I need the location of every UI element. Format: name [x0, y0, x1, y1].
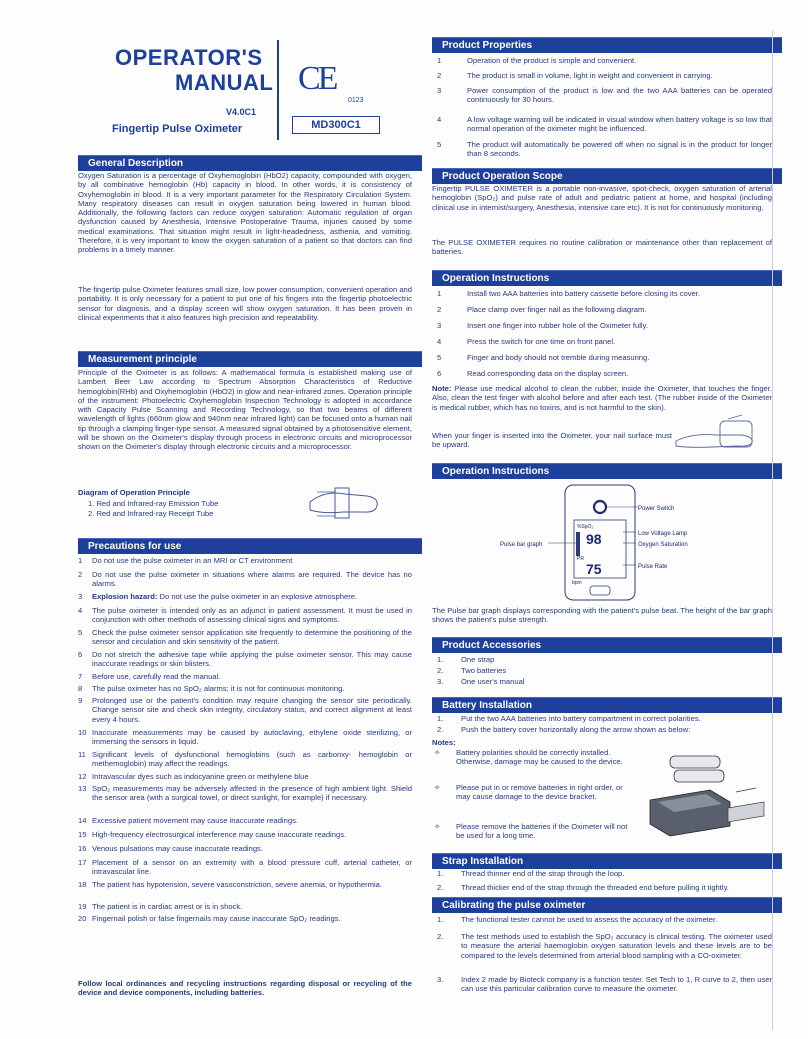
measurement-p1: Principle of the Oximeter is as follows: A mathematical formula is established making use of Lambert Beer Law according to Spectrum Absorption Characteristics of Reductive hemoglobin(RHb) and Oxyhemoglobin (HbO2) in glow and near-infrared zones. Operation principle of the instrument: Photoelectric Oxyhemoglobin Inspection Technology is adopted in accordance with Capacity Pulse Scanning and Recording Technology, so that two beams of different wavelength of lights (660nm glow and 940nm near infrared light) can be focused onto a human nail tip through a clamping finger-type sensor. A measured signal obtained by a photosensitive element, will be shown on the Oximeter's display through process in electronic circuits and microprocessor shown on the Oximeter's display through electronic circuits and a microprocessor.: [78, 368, 412, 452]
list-item-text: Place clamp over finger nail as the following diagram.: [467, 305, 647, 314]
list-item-text: Fingernail polish or false fingernails may cause inaccurate SpO₂ readings.: [92, 914, 341, 923]
spo2-label: %SpO₂: [577, 524, 594, 530]
list-item-text: Do not use the pulse oximeter in situations where alarms are required. The device has no alarms.: [92, 570, 412, 589]
list-item-text: Put the two AAA batteries into battery compartment in correct polarities.: [461, 714, 701, 723]
list-item-number: 5: [437, 353, 442, 362]
list-item-text: One user's manual: [461, 677, 525, 686]
finger-diagram-illustration: [305, 480, 385, 525]
list-item-text: [92, 592, 412, 601]
list-item-text: Do not stretch the adhesive tape while applying the pulse oximeter sensor. This may cause inaccurate readings or skin blisters.: [92, 650, 412, 669]
list-item-number: 3: [437, 321, 442, 330]
list-item-number: 14: [78, 816, 87, 825]
list-item-text: Power consumption of the product is low and the two AAA batteries can be operated continuously for 30 hours.: [467, 86, 772, 105]
spo2-digits: 98: [586, 531, 602, 547]
ce-mark: CE: [298, 60, 336, 97]
battery-note-text: Please put in or remove batteries in right order, or may cause damage to the device bracket.: [456, 783, 623, 802]
list-item-number: 19: [78, 902, 87, 911]
list-item-text: Install two AAA batteries into battery cassette before closing its cover.: [467, 289, 700, 298]
ce-code: 0123: [348, 97, 364, 104]
list-item-number: 4: [437, 337, 442, 346]
list-item-text: Significant levels of dysfunctional hemoglobins (such as carbonxy- hemoglobin or methemoglobin) may affect the readings.: [92, 750, 412, 769]
section-heading-accessories: Product Accessories: [432, 637, 782, 653]
battery-note-text: Battery polarities should be correctly installed. Otherwise, damage may be caused to the device.: [456, 748, 623, 767]
pulse-bar: [576, 532, 580, 556]
section-heading-operation: Operation Instructions: [432, 270, 782, 286]
label-power-switch: Power Switch: [638, 506, 675, 512]
list-item-text: Venous pulsations may cause inaccurate readings.: [92, 844, 263, 853]
pulse-bar-caption: The Pulse bar graph displays corresponding with the patient's pulse beat. The height of the bar graph shows the patient's pulse strength.: [432, 606, 772, 625]
list-item-text: The pulse oximeter is intended only as an adjunct in patient assessment. It must be used in conjunction with other methods of assessing clinical signs and symptoms.: [92, 606, 412, 625]
general-description-p2: The fingertip pulse Oximeter features small size, low power consumption, convenient operation and portability. It is only necessary for a patient to put one of his fingers into the fingertip photoelectric sensor for diagnosis, and a display screen will show oxygen saturation. It has been proven in clinical experiments that it also features high precision and repeatability.: [78, 285, 412, 322]
list-item-number: 1.: [437, 869, 444, 878]
header-divider: [277, 40, 279, 140]
manual-title-line1: OPERATOR'S: [115, 45, 263, 70]
list-item-text: One strap: [461, 655, 495, 664]
label-low-voltage: Low Voltage Lamp: [638, 531, 688, 537]
battery-installation-illustration: [640, 752, 770, 842]
diagram-item-1: 1. Red and Infrared-ray Emission Tube: [88, 499, 219, 508]
section-heading-operation-2: Operation Instructions: [432, 463, 782, 479]
list-item-number: 2.: [437, 725, 444, 734]
list-item-text: Excessive patient movement may cause inaccurate readings.: [92, 816, 298, 825]
list-item-number: 7: [78, 672, 83, 681]
list-item-text: Insert one finger into rubber hole of the Oximeter fully.: [467, 321, 648, 330]
list-item-rest: Do not use the pulse oximeter in an explosive atmosphere.: [157, 592, 358, 601]
list-item-number: 2.: [437, 932, 444, 941]
list-item-text: Inaccurate measurements may be caused by autoclaving, ethylene oxide sterilizing, or immersing the sensors in liquid.: [92, 728, 412, 747]
section-heading-general: General Description: [78, 155, 422, 171]
list-item-number: 16: [78, 844, 87, 853]
diagram-title: Diagram of Operation Principle: [78, 488, 190, 497]
bpm-label: bpm: [572, 580, 582, 586]
finger-insert-illustration: [672, 413, 772, 453]
device-front-panel-diagram: [490, 480, 720, 605]
list-item-number: 2: [437, 305, 442, 314]
list-item-number: 10: [78, 728, 87, 737]
version: V4.0C1: [226, 107, 257, 117]
section-heading-properties: Product Properties: [432, 37, 782, 53]
battery-notes-label: Notes:: [432, 738, 456, 747]
list-item-text: Two batteries: [461, 666, 507, 675]
list-item-text: The product is small in volume, light in weight and convenient in carrying.: [467, 71, 713, 80]
list-item-number: 3.: [437, 975, 444, 984]
label-pulse-rate: Pulse Rate: [638, 564, 668, 570]
note-label: Note:: [432, 384, 452, 393]
operation-note: [432, 384, 772, 412]
list-item-text: The functional tester cannot be used to assess the accuracy of the oximeter.: [461, 915, 718, 924]
nail-note: When your finger is inserted into the Oximeter, your nail surface must be upward.: [432, 431, 672, 450]
list-item-text: Do not use the pulse oximeter in an MRI or CT environment: [92, 556, 293, 565]
list-item-text: Read corresponding data on the display screen.: [467, 369, 629, 378]
list-item-number: 5: [78, 628, 83, 637]
list-item-number: 9: [78, 696, 83, 705]
list-item-bold: Explosion hazard:: [92, 592, 158, 601]
list-item-number: 6: [78, 650, 83, 659]
list-item-number: 1.: [437, 714, 444, 723]
scope-p1: Fingertip PULSE OXIMETER is a portable non-invasive, spot-check, oxygen saturation of arterial hemoglobin (SpO₂) and pulse rate of adult and pediatric patient at home, and hospital (including clinical use in internist/surgery, Anesthesia, intensive care etc). It is not for continuously monitoring.: [432, 184, 772, 212]
list-item-number: 1: [437, 56, 442, 65]
section-heading-battery: Battery Installation: [432, 697, 782, 713]
list-item-number: 2: [437, 71, 442, 80]
section-heading-calibrating: Calibrating the pulse oximeter: [432, 897, 782, 913]
label-pulse-bar: Pulse bar graph: [500, 542, 543, 548]
list-item-number: 8: [78, 684, 83, 693]
list-item-number: 20: [78, 914, 87, 923]
list-item-number: 3: [78, 592, 83, 601]
list-item-number: 1: [78, 556, 83, 565]
list-item-text: Index 2 made by Bioteck company is a function tester. Set Tech to 1, R curve to 2, then user can use this particular calibration curve to measure the oximeter.: [461, 975, 772, 994]
power-switch-icon: [594, 501, 606, 513]
list-item-text: Placement of a sensor on an extremity with a blood pressure cuff, arterial catheter, or intravascular line.: [92, 858, 412, 877]
product-name: Fingertip Pulse Oximeter: [112, 123, 243, 135]
label-oxygen-saturation: Oxygen Saturation: [638, 542, 688, 548]
note-text: Please use medical alcohol to clean the rubber, inside the Oximeter, that touches the finger. Also, clean the test finger with alcohol before and after each test. (The rubber inside of the Oximeter is medical rubber, which has no toxins, and is not harmful to the skin).: [432, 384, 772, 412]
list-item-number: 5: [437, 140, 442, 149]
pr-label: PR: [577, 556, 584, 562]
section-heading-precautions: Precautions for use: [78, 538, 422, 554]
list-item-text: Check the pulse oximeter sensor application site frequently to determine the positioning of the sensor and circulation and skin sensitivity of the patient.: [92, 628, 412, 647]
diagram-item-2: 2. Red and Infrared-ray Receipt Tube: [88, 509, 214, 518]
list-item-text: Thread thinner end of the strap through the loop.: [461, 869, 625, 878]
list-item-number: 1.: [437, 655, 444, 664]
list-item-number: 2.: [437, 666, 444, 675]
list-item-text: The product will automatically be powered off when no signal is in the product for longer than 8 seconds.: [467, 140, 772, 159]
list-item-text: Operation of the product is simple and convenient.: [467, 56, 637, 65]
list-item-text: The patient has hypotension, severe vasoconstriction, severe anemia, or hypothermia.: [92, 880, 382, 889]
list-item-text: Push the battery cover horizontally along the arrow shown as below:: [461, 725, 691, 734]
list-item-text: Finger and body should not tremble during measuring.: [467, 353, 650, 362]
diamond-bullet-icon: ✧: [434, 748, 441, 757]
list-item-text: The test methods used to establish the SpO₂ accuracy is clinical testing. The oximeter used to measure the arterial haemoglobin oxygen saturation levels and these levels are to be compared to the levels determined from arterial blood sampling with a CO-oximeter.: [461, 932, 772, 960]
manual-title-line2: MANUAL: [175, 70, 274, 95]
list-item-number: 3: [437, 86, 442, 95]
list-item-number: 12: [78, 772, 87, 781]
list-item-text: Intravascular dyes such as indocyanine green or methylene blue: [92, 772, 309, 781]
section-heading-scope: Product Operation Scope: [432, 168, 782, 184]
list-item-number: 1.: [437, 915, 444, 924]
battery-note-text: Please remove the batteries if the Oximeter will not be used for a long time.: [456, 822, 628, 841]
pr-digits: 75: [586, 561, 602, 577]
list-item-text: Thread thicker end of the strap through the threaded end before pulling it tightly.: [461, 883, 729, 892]
list-item-number: 18: [78, 880, 87, 889]
list-item-number: 2.: [437, 883, 444, 892]
list-item-text: Before use, carefully read the manual.: [92, 672, 221, 681]
diamond-bullet-icon: ✧: [434, 783, 441, 792]
general-description-p1: Oxygen Saturation is a percentage of Oxyhemoglobin (HbO2) capacity, compounded with oxygen, by all combinative hemoglobin (Hb) capacity in blood. In other words, it is consistency of Oxyhemoglobin in blood. It is a very important parameter for the Respiratory Circulation System. Many respiratory diseases can result in oxygen saturation being lowered in human blood. Additionally, the following factors can reduce oxygen saturation: Automatic regulation of organ dysfunction caused by Anesthesia, Intensive Postoperative Trauma, injuries caused by some medical examinations. That situation might result in light-headedness, asthenia, and vomiting. Therefore, it is very important to know the oxygen saturation of a patient so that doctors can find problems in a timely manner.: [78, 171, 412, 255]
page-edge: [772, 30, 773, 1030]
recycling-note: Follow local ordinances and recycling instructions regarding disposal or recycling of the device and device components, including batteries.: [78, 979, 412, 998]
diamond-bullet-icon: ✧: [434, 822, 441, 831]
list-item-text: A low voltage warning will be indicated in visual window when battery voltage is so low that normal operation of the oximeter might be influenced.: [467, 115, 772, 134]
list-item-text: The pulse oximeter has no SpO₂ alarms; it is not for continuous monitoring.: [92, 684, 345, 693]
list-item-number: 4: [437, 115, 442, 124]
list-item-number: 1: [437, 289, 442, 298]
list-item-number: 13: [78, 784, 87, 793]
list-item-text: SpO₂ measurements may be adversely affected in the presence of high ambient light. Shield the sensor area (with a surgical towel, or direct sunlight, for example) if necessary.: [92, 784, 412, 803]
scope-p2: The PULSE OXIMETER requires no routine calibration or maintenance other than replacement of batteries.: [432, 238, 772, 257]
section-heading-measurement: Measurement principle: [78, 351, 422, 367]
list-item-text: Press the switch for one time on front panel.: [467, 337, 616, 346]
list-item-number: 2: [78, 570, 83, 579]
list-item-number: 17: [78, 858, 87, 867]
list-item-number: 11: [78, 750, 86, 759]
model-badge: MD300C1: [292, 116, 380, 134]
list-item-number: 4: [78, 606, 83, 615]
list-item-number: 6: [437, 369, 442, 378]
list-item-number: 15: [78, 830, 87, 839]
section-heading-strap: Strap Installation: [432, 853, 782, 869]
list-item-text: High-frequency electrosurgical interference may cause inaccurate readings.: [92, 830, 347, 839]
list-item-text: Prolonged use or the patient's condition may require changing the sensor site periodically. Change sensor site and check skin integrity, circulatory status, and correct alignment at least every 4 hours.: [92, 696, 412, 724]
list-item-number: 3.: [437, 677, 444, 686]
list-item-text: The patient is in cardiac arrest or is in shock.: [92, 902, 243, 911]
